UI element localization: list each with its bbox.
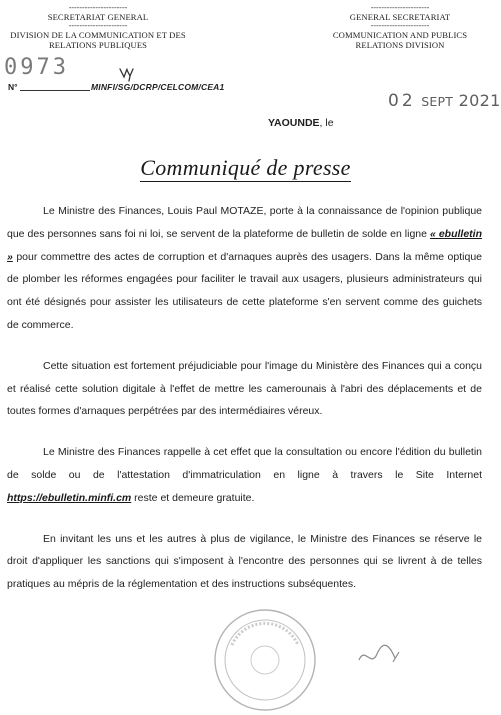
header-right-division-line1: COMMUNICATION AND PUBLICS xyxy=(332,30,468,40)
date-stamp xyxy=(388,92,501,111)
official-seal-icon xyxy=(210,605,320,715)
header-left-title: SECRETARIAT GENERAL xyxy=(47,12,149,22)
header-left-dashes-mid: ---------------------- xyxy=(68,21,128,30)
paragraph-3 xyxy=(7,441,482,509)
location-suffix: , le xyxy=(319,117,334,129)
location-city: YAOUNDE xyxy=(268,117,320,129)
paragraph-4: En invitant les uns et les autres à plus de vigilance, le Ministre des Finances se réserve le droit d'appliquer les sanctions qui s'imposent à l'encontre des personnes qui se livrent à de telles pratiques au mépris de la réglementation et des instructions subséquentes. xyxy=(7,532,482,591)
header-left-dashes-top: ---------------------- xyxy=(68,3,128,12)
header-right-division-line2: RELATIONS DIVISION xyxy=(355,40,445,50)
platform-name: « ebulletin » xyxy=(7,227,482,263)
page-title xyxy=(0,155,491,181)
header-left-division-line2: RELATIONS PUBLIQUES xyxy=(48,40,148,50)
paragraph-1-part-a: Le Ministre des Finances, xyxy=(43,205,168,217)
handwritten-initials-icon xyxy=(118,66,140,82)
reference-prefix: N° xyxy=(8,82,18,92)
header-right-dashes-mid: ---------------------- xyxy=(370,21,430,30)
header-left-french xyxy=(0,4,196,50)
location-line xyxy=(268,117,334,129)
paragraph-2: Cette situation est fortement préjudiciable pour l'image du Ministère des Finances qui a conçu et réalisé cette solution digitale à l'effet de mettre les camerounais à l'abri des déplacements et de toutes formes d'arnaques perpétrées par des intermédiaires véreux. xyxy=(7,359,482,418)
date-year: 2021 xyxy=(458,91,501,110)
signature-icon xyxy=(355,640,465,675)
page-title-text: Communiqué de presse xyxy=(140,155,351,180)
paragraph-1-part-c: pour commettre des actes de corruption et d'arnaques auprès des usagers. Dans la même optique de plomber les réformes engagées pour faciliter le travail aux usagers, plusieurs administrateurs qui ont été désignés pour assister les utilisateurs de cette plateforme s'en servent comme des guichets de commerce. xyxy=(7,250,482,331)
reference-underline xyxy=(20,90,90,91)
date-month: SEPT xyxy=(421,94,454,109)
paragraph-3-part-a: Le Ministre des Finances rappelle à cet effet que la consultation ou encore l'édition du bulletin de solde ou de l'attestation d'immatriculation en ligne à travers le Site Internet xyxy=(7,446,482,481)
paragraph-3-part-b: reste et demeure gratuite. xyxy=(131,491,255,504)
paragraph-1 xyxy=(7,200,482,337)
date-day: 02 xyxy=(388,91,416,111)
header-left-division-line1: DIVISION DE LA COMMUNICATION ET DES xyxy=(10,30,186,40)
reference-code: MINFI/SG/DCRP/CELCOM/CEA1 xyxy=(91,82,225,92)
header-right-english xyxy=(312,4,488,50)
header-right-title: GENERAL SECRETARIAT xyxy=(349,12,451,22)
ebulletin-website-link[interactable]: https://ebulletin.minfi.cm xyxy=(7,491,132,504)
press-release-body xyxy=(7,200,482,614)
paragraph-1-part-b: , porte à la connaissance de l'opinion publique que des personnes sans foi ni loi, se servent de la plateforme de bulletin de solde en ligne xyxy=(7,205,483,240)
reference-stamp-number: 0973 xyxy=(4,55,69,80)
minister-name: Louis Paul MOTAZE xyxy=(167,205,264,217)
header-right-dashes-top: ---------------------- xyxy=(370,3,430,12)
